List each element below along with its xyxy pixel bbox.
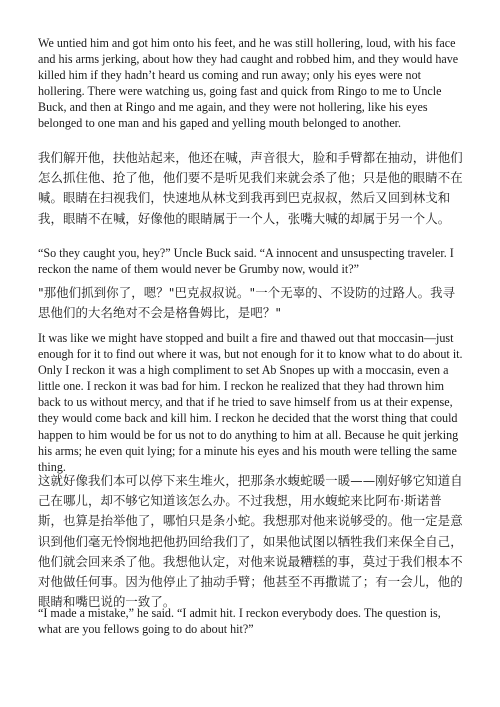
paragraph-en-2: “So they caught you, hey?” Uncle Buck said. “A innocent and unsuspecting traveler. I reckon the name of them would never be Grumby now, would it?” (38, 246, 454, 277)
paragraph-en-1: We untied him and got him onto his feet, and he was still hollering, loud, with his face and his arms jerking, about how they had caught and robbed him, and they would have killed him if they hadn’t heard us coming and run away; only his eyes were not hollering. There were watching us, going fast and quick from Ringo to me to Uncle Buck, and then at Ringo and me again, and they were not hollering, like his eyes belonged to one man and his gaped and yelling mouth belonged to another. (38, 36, 459, 131)
paragraph-zh-3: 这就好像我们本可以停下来生堆火，把那条水蝮蛇暖一暖——刚好够它知道自己在哪儿，却不够它知道该怎么办。不过我想，用水蝮蛇来比阿布·斯诺普斯，也算是抬举他了，哪怕只是条小蛇。我想那对他来说够受的。他一定是意识到他们毫无怜悯地把他扔回给我们了，如果他试图以牺牲我们来保全自己，他们就会回来杀了他。我想他认定，对他来说最糟糕的事，莫过于我们根本不对他做任何事。因为他停止了抽动手臂；他甚至不再撒谎了；有一会儿，他的眼睛和嘴巴说的一致了。 (38, 473, 463, 610)
paragraph-en-3: It was like we might have stopped and built a fire and thawed out that moccasin—just enough for it to find out where it was, but not enough for it to know what to do about it. Only I reckon it was a high compliment to set Ab Snopes up with a moccasin, even a little one. I reckon it was bad for him. I reckon he realized that they had thrown him back to us without mercy, and that if he tried to save himself from us at their expense, they would come back and kill him. I reckon he decided that the worst thing that could happen to him would be for us not to do anything to him at all. Because he quit jerking his arms; he even quit lying; for a minute his eyes and his mouth were telling the same thing. (38, 331, 463, 474)
paragraph-zh-2: "那他们抓到你了，嗯？"巴克叔叔说。"一个无辜的、不设防的过路人。我寻思他们的大名绝对不会是格鲁姆比，是吧？" (38, 285, 456, 321)
paragraph-en-4: “I made a mistake,” he said. “I admit hit. I reckon everybody does. The question is, what are you fellows going to do about hit?” (38, 606, 441, 637)
paragraph-zh-1: 我们解开他，扶他站起来，他还在喊，声音很大，脸和手臂都在抽动，讲他们怎么抓住他、抢了他，他们要不是听见我们来就会杀了他；只是他的眼睛不在喊。眼睛在扫视我们，快速地从林戈到我再到巴克叔叔，然后又回到林戈和我，眼睛不在喊，好像他的眼睛属于一个人，张嘴大喊的却属于另一个人。 (38, 150, 463, 226)
